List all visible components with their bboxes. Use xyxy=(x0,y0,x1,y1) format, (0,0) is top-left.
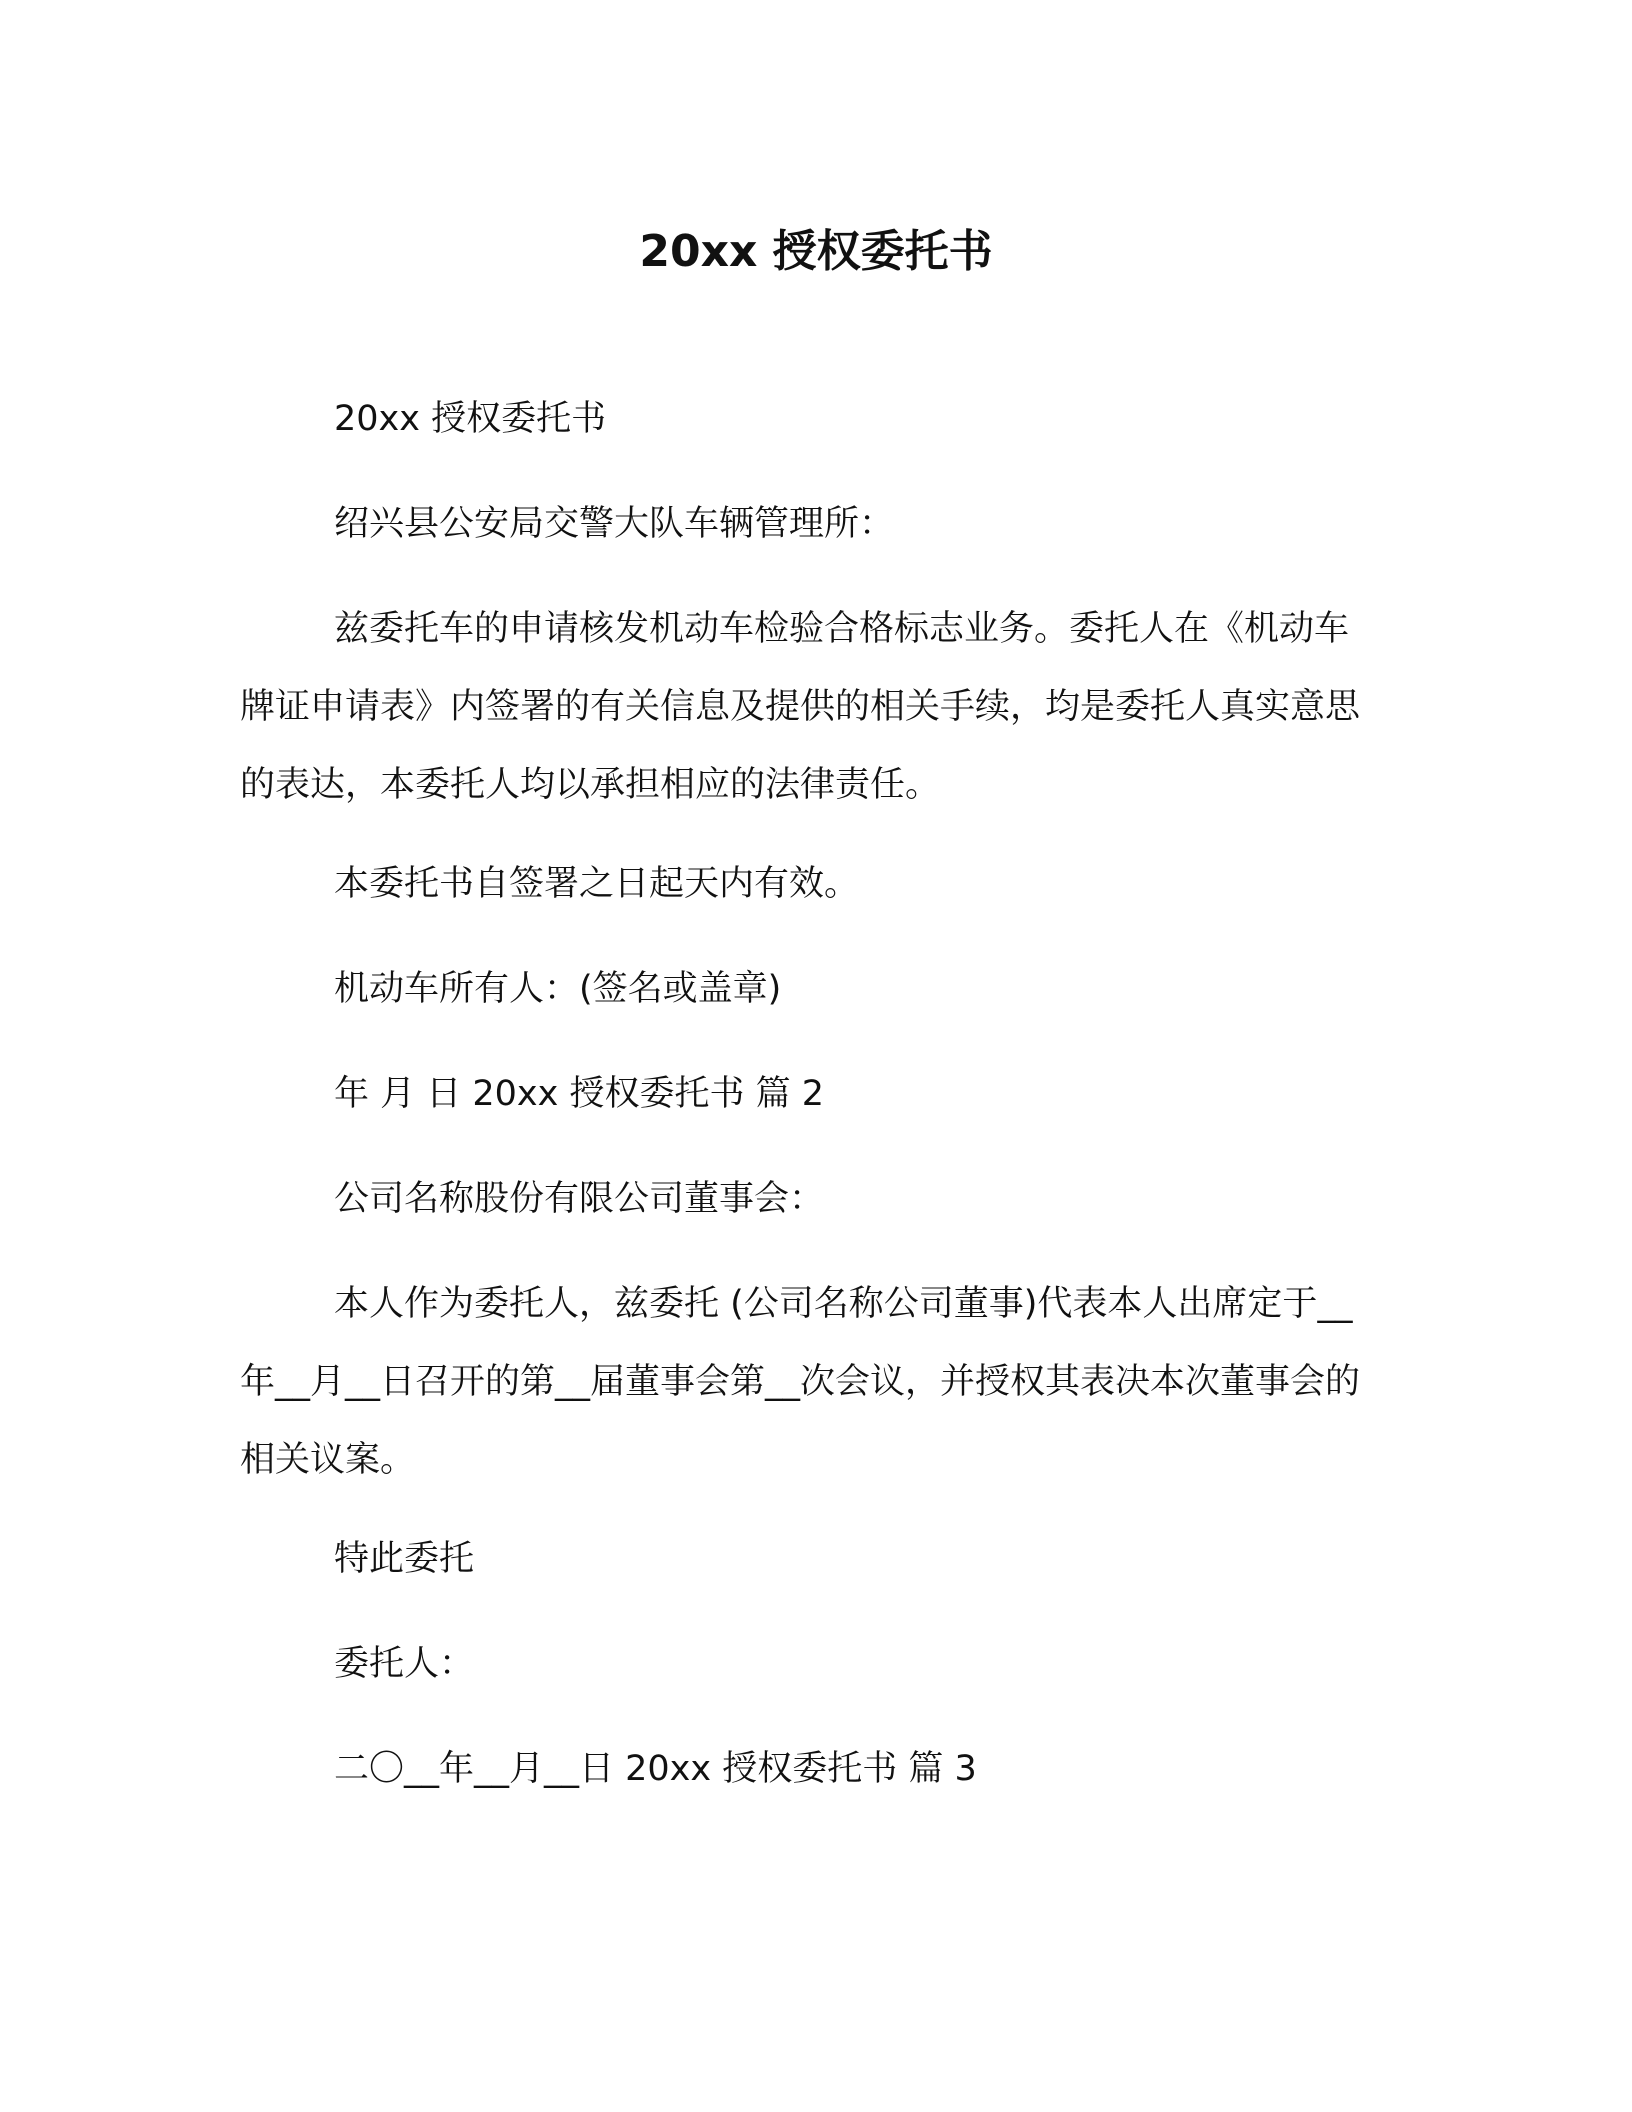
paragraph-body-1: 兹委托车的申请核发机动车检验合格标志业务。委托人在《机动车牌证申请表》内签署的有关信息及提供的相关手续，均是委托人真实意思的表达，本委托人均以承担相应的法律责任。 xyxy=(240,609,1361,805)
paragraph-addressee: 绍兴县公安局交警大队车辆管理所： xyxy=(334,504,895,544)
paragraph-principal: 委托人： xyxy=(334,1644,475,1684)
paragraph-heading: 20xx 授权委托书 xyxy=(334,399,607,439)
paragraph-hereby: 特此委托 xyxy=(334,1539,475,1579)
paragraph-validity: 本委托书自签署之日起天内有效。 xyxy=(334,864,860,904)
paragraph-owner-signature: 机动车所有人：(签名或盖章) xyxy=(334,969,782,1009)
document-title: 20xx 授权委托书 xyxy=(639,226,993,277)
paragraph-date-section-2: 年 月 日 20xx 授权委托书 篇 2 xyxy=(334,1074,824,1114)
paragraph-board-addressee: 公司名称股份有限公司董事会： xyxy=(334,1179,825,1219)
paragraph-date-section-3: 二〇__年__月__日 20xx 授权委托书 篇 3 xyxy=(334,1749,977,1789)
paragraph-body-2: 本人作为委托人，兹委托 (公司名称公司董事)代表本人出席定于__年__月__日召开的第__届董事会第__次会议，并授权其表决本次董事会的相关议案。 xyxy=(240,1284,1361,1480)
